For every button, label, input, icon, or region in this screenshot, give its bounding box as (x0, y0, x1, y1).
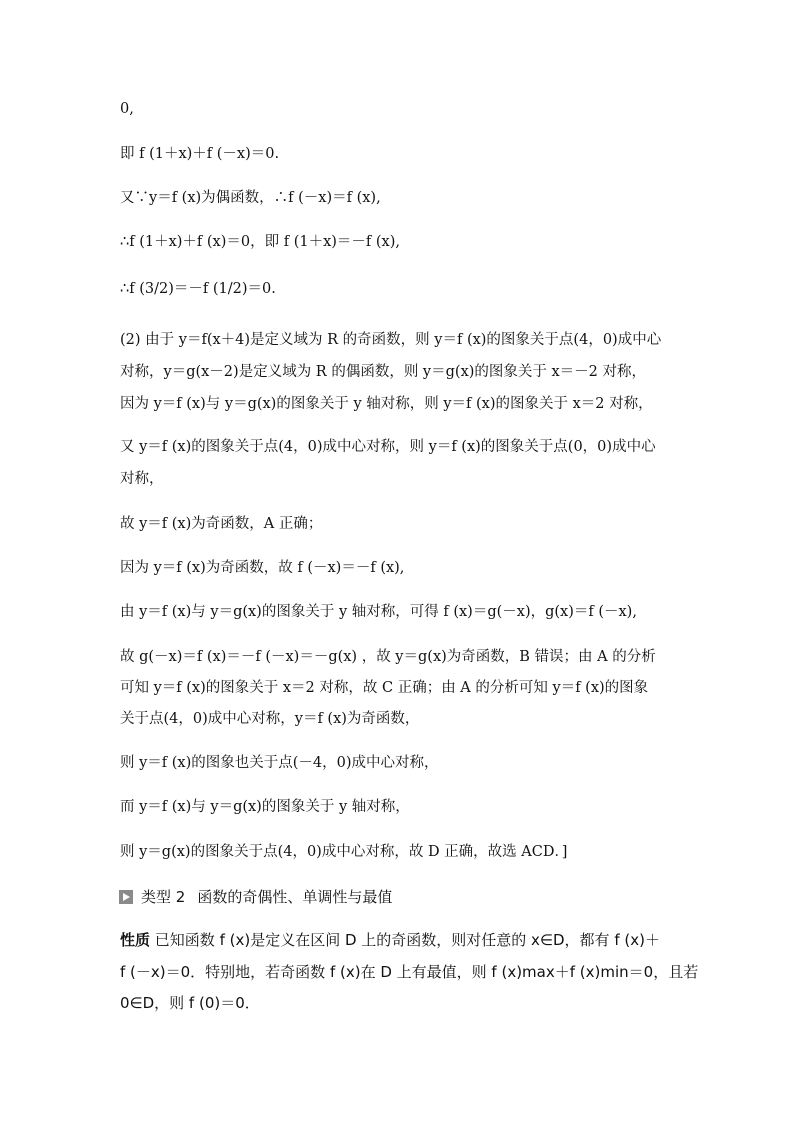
text-line: ∴f (3/2)＝－f (1/2)＝0. (120, 281, 276, 297)
section-label: 类型 2 (141, 888, 186, 906)
text-line: 关于点(4，0)成中心对称，y＝f (x)为奇函数， (120, 711, 420, 727)
text-line: 因为 y＝f (x)与 y＝g(x)的图象关于 y 轴对称，则 y＝f (x)的图象关于 x＝2 对称， (120, 396, 653, 412)
property-text: 已知函数 f (x)是定义在区间 D 上的奇函数，则对任意的 x∈D，都有 f (x)＋ (154, 931, 660, 949)
text-line: 由 y＝f (x)与 y＝g(x)的图象关于 y 轴对称，可得 f (x)＝g(－x)，g(x)＝f (－x), (120, 604, 637, 620)
section-heading (119, 887, 392, 907)
property-line: 0∈D，则 f (0)＝0． (120, 994, 260, 1012)
property-line: f (－x)＝0．特别地，若奇函数 f (x)在 D 上有最值，则 f (x)max＋f (x)min＝0，且若 (120, 963, 699, 981)
text-line: 因为 y＝f (x)为奇函数，故 f (－x)＝－f (x), (120, 560, 405, 576)
text-line: 则 y＝g(x)的图象关于点(4，0)成中心对称，故 D 正确，故选 ACD．] (120, 844, 568, 860)
property-line (120, 930, 660, 950)
text-line: 0, (120, 101, 134, 117)
property-tag: 性质 (120, 931, 151, 949)
text-line: 对称， (120, 471, 164, 487)
text-line: 故 y＝f (x)为奇函数，A 正确； (120, 516, 323, 532)
section-title: 函数的奇偶性、单调性与最值 (197, 888, 393, 906)
text-line: 可知 y＝f (x)的图象关于 x＝2 对称，故 C 正确；由 A 的分析可知 y＝f (x)的图象 (120, 680, 649, 696)
text-line: 即 f (1＋x)＋f (－x)＝0. (120, 146, 280, 162)
text-line: 又 y＝f (x)的图象关于点(4，0)成中心对称，则 y＝f (x)的图象关于点(0，0)成中心 (120, 439, 656, 455)
triangle-marker-icon (119, 890, 133, 904)
text-line: 故 g(－x)＝f (x)＝－f (－x)＝－g(x) ，故 y＝g(x)为奇函数，B 错误；由 A 的分析 (120, 649, 656, 665)
text-line: 对称，y＝g(x－2)是定义域为 R 的偶函数，则 y＝g(x)的图象关于 x＝－2 对称， (120, 364, 647, 380)
text-line: 而 y＝f (x)与 y＝g(x)的图象关于 y 轴对称， (120, 799, 410, 815)
text-line: (2) 由于 y＝f(x＋4)是定义域为 R 的奇函数，则 y＝f (x)的图象关于点(4，0)成中心 (120, 332, 662, 348)
text-line: 又∵y＝f (x)为偶函数，∴f (－x)＝f (x), (120, 190, 381, 206)
text-line: ∴f (1＋x)＋f (x)＝0，即 f (1＋x)＝－f (x), (120, 234, 400, 250)
text-line: 则 y＝f (x)的图象也关于点(－4，0)成中心对称， (120, 755, 439, 771)
